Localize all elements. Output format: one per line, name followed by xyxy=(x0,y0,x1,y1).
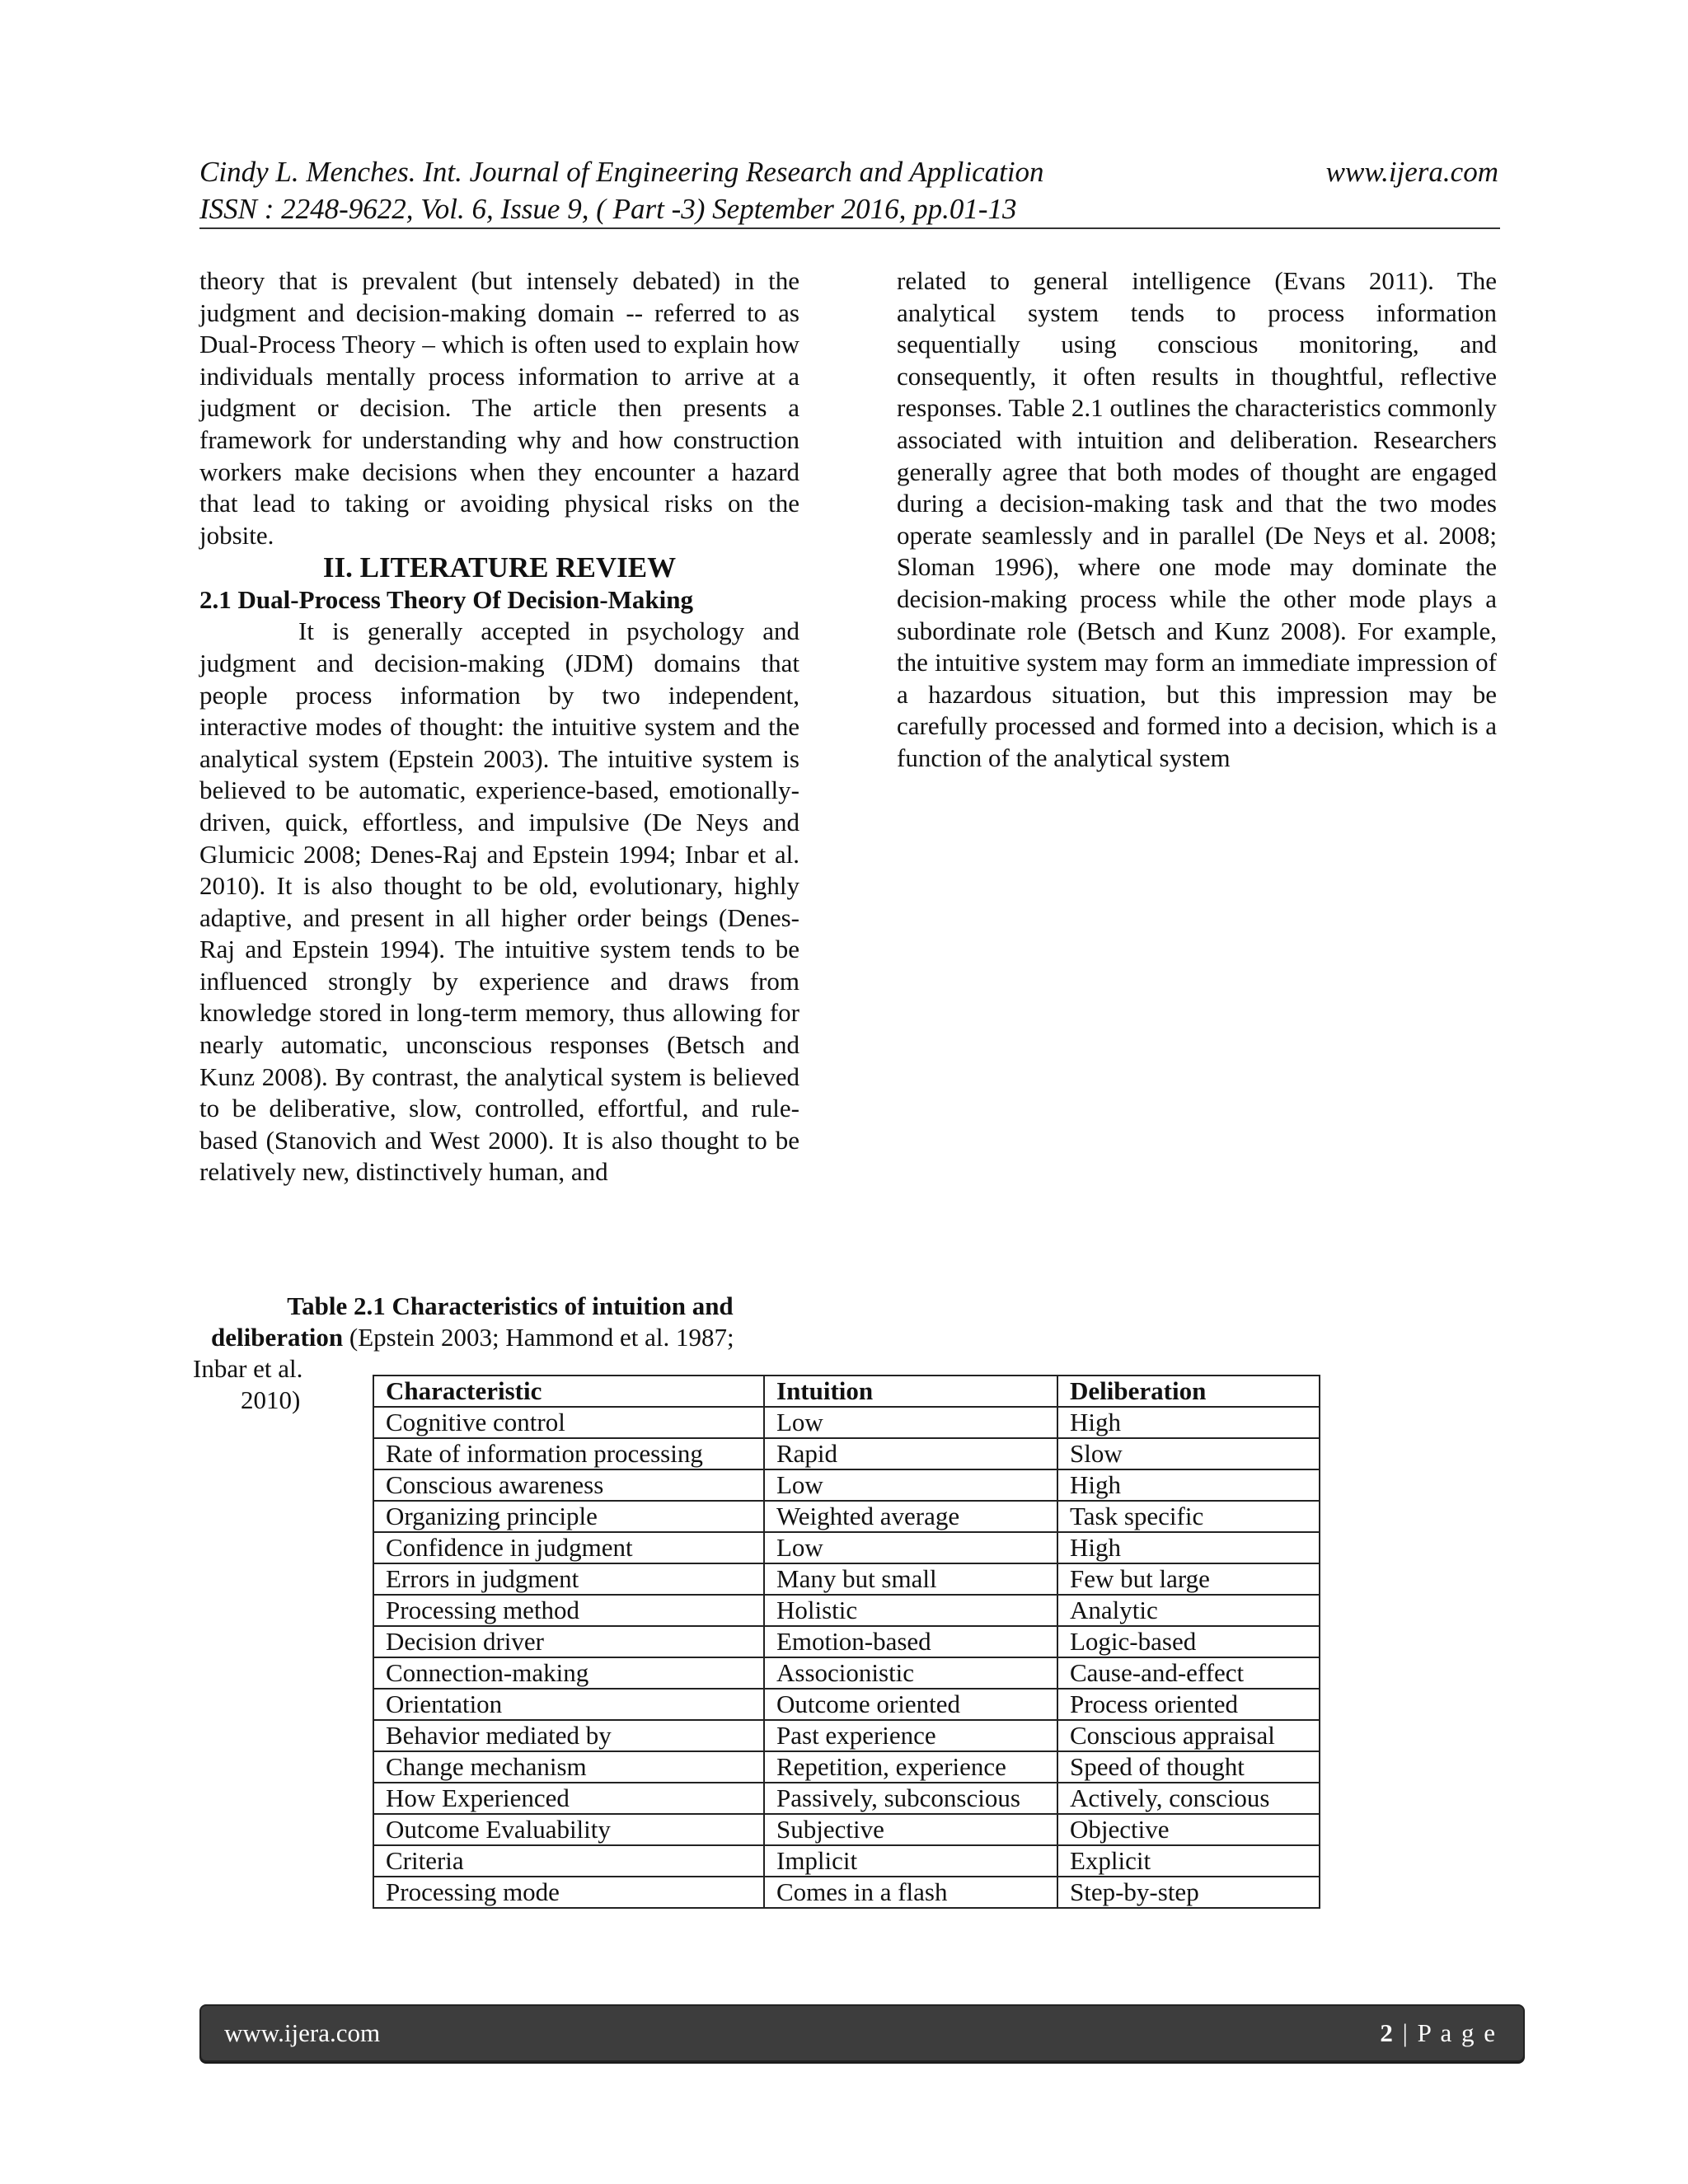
body-paragraph-left: It is generally accepted in psychology and judgment and decision-making (JDM) domains that people process information by two independent, interactive modes of thought: the intuitive system and the analytical system (Epstein 2003). The intuitive system is believed to be automatic, experience-based, emotionally-driven, quick, effortless, and impulsive (De Neys and Glumicic 2008; Denes-Raj and Epstein 1994; Inbar et al. 2010). It is also thought to be old, evolutionary, highly adaptive, and present in all higher order beings (Denes-Raj and Epstein 1994). The intuitive system tends to be influenced strongly by experience and draws from knowledge stored in long-term memory, thus allowing for nearly automatic, unconscious responses (Betsch and Kunz 2008). By contrast, the analytical system is believed to be deliberative, slow, controlled, effortful, and rule-based (Stanovich and West 2000). It is also thought to be relatively new, distinctively human, and xyxy=(199,616,799,1187)
right-column xyxy=(897,265,1497,775)
table-cell: High xyxy=(1057,1407,1320,1438)
caption-bold-word: deliberation xyxy=(211,1323,344,1352)
table-cell: Passively, subconscious xyxy=(764,1783,1057,1814)
table-cell: Processing method xyxy=(373,1595,764,1626)
table-cell: Confidence in judgment xyxy=(373,1532,764,1563)
table-cell: Objective xyxy=(1057,1814,1320,1845)
table-cell: Process oriented xyxy=(1057,1689,1320,1720)
table-cell: Few but large xyxy=(1057,1563,1320,1595)
table-row xyxy=(373,1814,1320,1845)
table-row xyxy=(373,1720,1320,1751)
table-row xyxy=(373,1501,1320,1532)
footer-page-indicator xyxy=(1380,2018,1497,2048)
footer-page-label: | P a g e xyxy=(1394,2018,1497,2047)
table-cell: Outcome Evaluability xyxy=(373,1814,764,1845)
table-cell: Criteria xyxy=(373,1845,764,1877)
table-row xyxy=(373,1657,1320,1689)
left-column xyxy=(199,265,799,1188)
table-cell: Outcome oriented xyxy=(764,1689,1057,1720)
table-cell: Rate of information processing xyxy=(373,1438,764,1469)
header-divider xyxy=(199,227,1500,229)
table-cell: High xyxy=(1057,1469,1320,1501)
column-header-intuition: Intuition xyxy=(764,1376,1057,1407)
table-cell: Task specific xyxy=(1057,1501,1320,1532)
table-cell: Associonistic xyxy=(764,1657,1057,1689)
column-header-deliberation: Deliberation xyxy=(1057,1376,1320,1407)
table-cell: Implicit xyxy=(764,1845,1057,1877)
table-row xyxy=(373,1563,1320,1595)
table-cell: Speed of thought xyxy=(1057,1751,1320,1783)
table-cell: Cause-and-effect xyxy=(1057,1657,1320,1689)
table-row xyxy=(373,1751,1320,1783)
column-header-characteristic: Characteristic xyxy=(373,1376,764,1407)
table-row xyxy=(373,1877,1320,1908)
table-cell: High xyxy=(1057,1532,1320,1563)
caption-title: Table 2.1 Characteristics of intuition and xyxy=(287,1291,734,1320)
table-header-row xyxy=(373,1376,1320,1407)
table-cell: Low xyxy=(764,1469,1057,1501)
table-row xyxy=(373,1407,1320,1438)
table-cell: Weighted average xyxy=(764,1501,1057,1532)
header-website: www.ijera.com xyxy=(1325,156,1498,188)
table-cell: Explicit xyxy=(1057,1845,1320,1877)
table-cell: Repetition, experience xyxy=(764,1751,1057,1783)
caption-line-2 xyxy=(193,1322,803,1353)
table-cell: Conscious awareness xyxy=(373,1469,764,1501)
caption-line-3: Inbar et al. xyxy=(193,1354,303,1383)
table-cell: Subjective xyxy=(764,1814,1057,1845)
table-cell: Slow xyxy=(1057,1438,1320,1469)
header-issn: ISSN : 2248-9622, Vol. 6, Issue 9, ( Part -3) September 2016, pp.01-13 xyxy=(199,193,1017,225)
table-cell: Past experience xyxy=(764,1720,1057,1751)
table-row xyxy=(373,1845,1320,1877)
table-cell: Conscious appraisal xyxy=(1057,1720,1320,1751)
table-row xyxy=(373,1626,1320,1657)
table-row xyxy=(373,1469,1320,1501)
table-row xyxy=(373,1783,1320,1814)
table-cell: Many but small xyxy=(764,1563,1057,1595)
table-row xyxy=(373,1438,1320,1469)
caption-citations: (Epstein 2003; Hammond et al. 1987; xyxy=(343,1323,734,1352)
section-heading: II. LITERATURE REVIEW xyxy=(322,551,677,584)
header-citation: Cindy L. Menches. Int. Journal of Engineering Research and Application xyxy=(199,156,1044,188)
table-cell: Low xyxy=(764,1532,1057,1563)
table-row xyxy=(373,1595,1320,1626)
table-cell: Logic-based xyxy=(1057,1626,1320,1657)
table-cell: Connection-making xyxy=(373,1657,764,1689)
table-cell: Orientation xyxy=(373,1689,764,1720)
table-cell: How Experienced xyxy=(373,1783,764,1814)
footer-page-number: 2 xyxy=(1380,2018,1395,2047)
table-cell: Cognitive control xyxy=(373,1407,764,1438)
characteristics-table xyxy=(373,1375,1320,1909)
table-row xyxy=(373,1532,1320,1563)
footer-website: www.ijera.com xyxy=(224,2018,381,2047)
table-cell: Errors in judgment xyxy=(373,1563,764,1595)
table-cell: Comes in a flash xyxy=(764,1877,1057,1908)
table-cell: Organizing principle xyxy=(373,1501,764,1532)
table-cell: Change mechanism xyxy=(373,1751,764,1783)
table-cell: Emotion-based xyxy=(764,1626,1057,1657)
table-cell: Decision driver xyxy=(373,1626,764,1657)
table-cell: Actively, conscious xyxy=(1057,1783,1320,1814)
table-cell: Behavior mediated by xyxy=(373,1720,764,1751)
table-cell: Step-by-step xyxy=(1057,1877,1320,1908)
page-header xyxy=(199,153,1498,227)
table-cell: Analytic xyxy=(1057,1595,1320,1626)
table-cell: Holistic xyxy=(764,1595,1057,1626)
subsection-heading: 2.1 Dual-Process Theory Of Decision-Making xyxy=(199,585,694,615)
table-cell: Rapid xyxy=(764,1438,1057,1469)
table-cell: Processing mode xyxy=(373,1877,764,1908)
header-line-1 xyxy=(199,153,1498,190)
table-row xyxy=(373,1689,1320,1720)
body-paragraph-right: related to general intelligence (Evans 2011). The analytical system tends to process information sequentially using conscious monitoring, and consequently, it often results in thoughtful, reflective responses. Table 2.1 outlines the characteristics commonly associated with intuition and deliberation. Researchers generally agree that both modes of thought are engaged during a decision-making task and that the two modes operate seamlessly and in parallel (De Neys et al. 2008; Sloman 1996), where one mode may dominate the decision-making process while the other mode plays a subordinate role (Betsch and Kunz 2008). For example, the intuitive system may form an immediate impression of a hazardous situation, but this impression may be carefully processed and formed into a decision, which is a function of the analytical system xyxy=(897,266,1497,772)
table-cell: Low xyxy=(764,1407,1057,1438)
page-footer xyxy=(199,2004,1525,2062)
caption-line-4: 2010) xyxy=(241,1385,301,1414)
intro-paragraph: theory that is prevalent (but intensely debated) in the judgment and decision-making domain -- referred to as Dual-Process Theory – which is often used to explain how individuals mentally process information to arrive at a judgment or decision. The article then presents a framework for understanding why and how construction workers make decisions when they encounter a hazard that lead to taking or avoiding physical risks on the jobsite. xyxy=(199,266,799,550)
